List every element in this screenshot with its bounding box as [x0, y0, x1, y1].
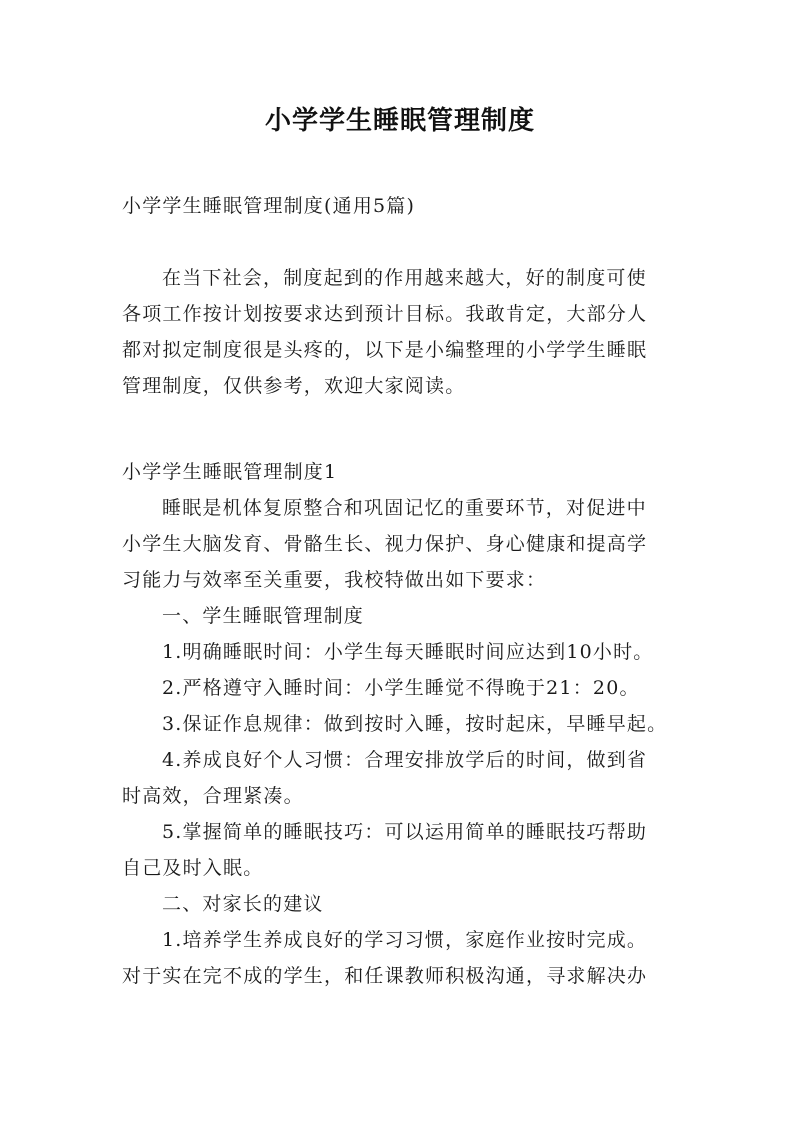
- intro-line: 管理制度，仅供参考，欢迎大家阅读。: [122, 375, 466, 397]
- list-item: 5.掌握简单的睡眠技巧：可以运用简单的睡眠技巧帮助: [162, 821, 648, 843]
- list-item: 4.养成良好个人习惯：合理安排放学后的时间，做到省: [162, 749, 648, 771]
- intro-line: 在当下社会，制度起到的作用越来越大，好的制度可使: [162, 267, 647, 289]
- section-heading: 小学学生睡眠管理制度1: [122, 461, 338, 483]
- list-item-continuation: 时高效，合理紧凑。: [122, 785, 304, 807]
- list-item: 1.培养学生养成良好的学习习惯，家庭作业按时完成。: [162, 929, 648, 951]
- list-item: 1.明确睡眠时间：小学生每天睡眠时间应达到10小时。: [162, 641, 654, 663]
- paragraph-line: 睡眠是机体复原整合和巩固记忆的重要环节，对促进中: [162, 497, 647, 519]
- subsection-heading: 一、学生睡眠管理制度: [162, 605, 365, 627]
- list-item: 3.保证作息规律：做到按时入睡，按时起床，早睡早起。: [162, 713, 668, 735]
- document-title: 小学学生睡眠管理制度: [264, 106, 535, 136]
- list-item: 2.严格遵守入睡时间：小学生睡觉不得晚于21：20。: [162, 677, 640, 699]
- intro-line: 都对拟定制度很是头疼的，以下是小编整理的小学学生睡眠: [122, 339, 648, 361]
- paragraph-line: 习能力与效率至关重要，我校特做出如下要求：: [122, 569, 547, 591]
- paragraph-line: 小学生大脑发育、骨骼生长、视力保护、身心健康和提高学: [122, 533, 648, 555]
- subsection-heading: 二、对家长的建议: [162, 893, 324, 915]
- section-1: [122, 454, 688, 994]
- intro-paragraph: [122, 260, 688, 404]
- list-item-continuation: 对于实在完不成的学生，和任课教师积极沟通，寻求解决办: [122, 965, 648, 987]
- document-subtitle: 小学学生睡眠管理制度(通用5篇): [122, 195, 416, 217]
- list-item-continuation: 自己及时入眠。: [122, 857, 264, 879]
- intro-line: 各项工作按计划按要求达到预计目标。我敢肯定，大部分人: [122, 303, 648, 325]
